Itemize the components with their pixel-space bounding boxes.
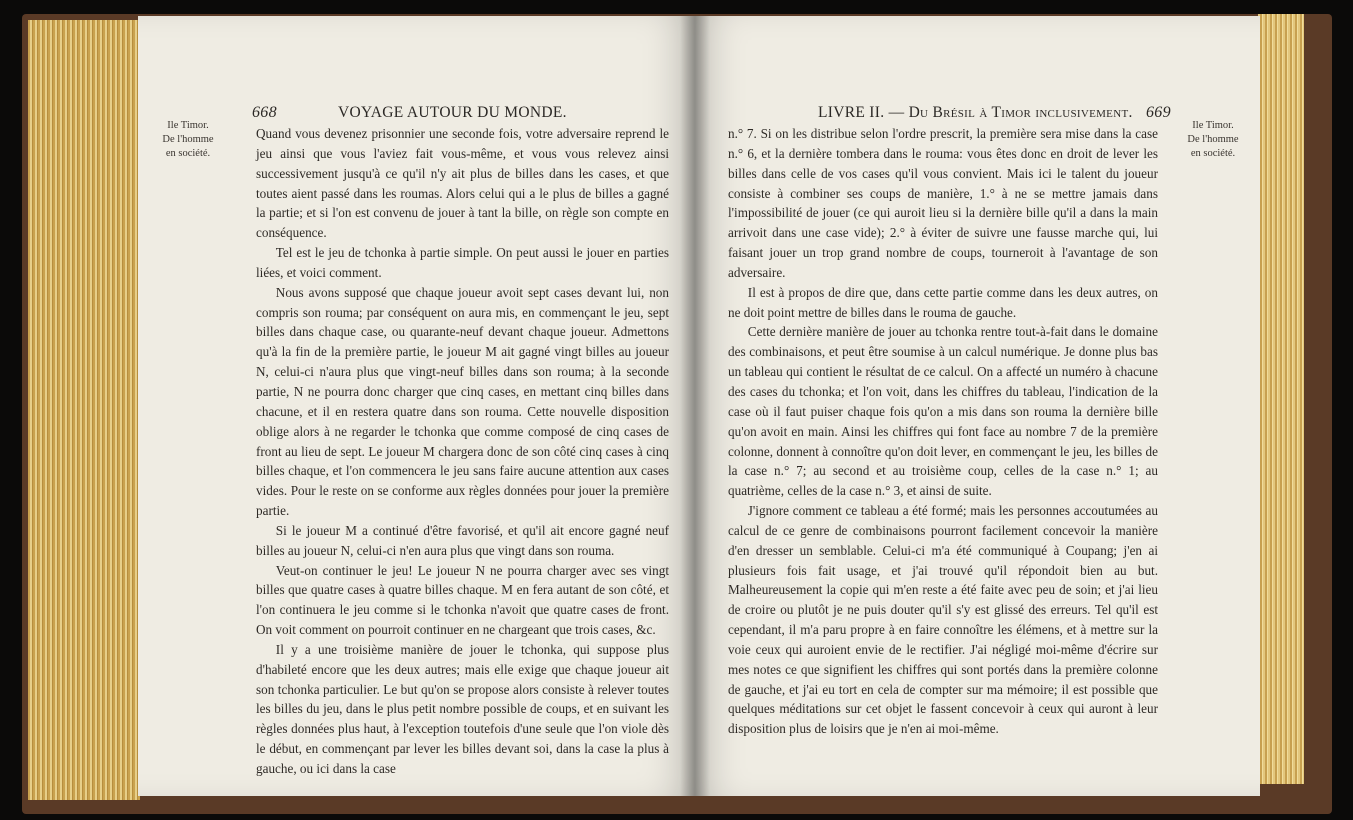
- page-number: 668: [252, 104, 277, 121]
- running-title-prefix: LIVRE II. —: [818, 104, 909, 121]
- right-page-edges: [1258, 14, 1304, 784]
- running-title: [818, 104, 1133, 122]
- margin-note: [1172, 120, 1254, 162]
- running-title-subtitle: Du Brésil à Timor inclusivement.: [908, 104, 1133, 121]
- left-page-body: [256, 124, 669, 779]
- margin-note-line: en société.: [165, 148, 211, 159]
- paragraph: Si le joueur M a continué d'être favorisé, et qu'il ait encore gagné neuf billes au joueur N, celui-ci n'en aura plus que vingt dans son rouma.: [256, 522, 669, 558]
- margin-note-line: Ile Timor.: [167, 120, 209, 131]
- left-page: [138, 16, 694, 796]
- paragraph: n.° 7. Si on les distribue selon l'ordre prescrit, la première sera mise dans la case n.° 6, et la dernière tombera dans le rouma: vous êtes donc en droit de lever les billes dans celle de vos cases qu'il vous convient. Mais ici le talent du joueur consiste à combiner ses coups de manière, 1.° à ne se mettre jamais dans l'impossibilité de jouer (ce qui auroit lieu si la dernière bille qu'il a dans la main arrivoit dans une case vide); 2.° à éviter de suivre une fausse marche qui, lui faisant jouer un trop grand nombre de coups, tourneroit à l'avantage de son adversaire.: [728, 126, 1158, 280]
- page-number: 669: [1146, 104, 1171, 121]
- paragraph: Nous avons supposé que chaque joueur avoit sept cases devant lui, non compris son rouma; par conséquent on aura mis, en commençant le jeu, sept billes dans chaque case, ou quarante-neuf devant chaque joueur. Admettons qu'à la fin de la première partie, le joueur M ait gagné vingt billes au joueur N, celui-ci n'aura plus que vingt-neuf billes dans son rouma; à la seconde partie, N ne pourra donc charger que cinq cases, en mettant cinq billes dans chacune, et il en restera quatre dans son rouma. Cette nouvelle disposition oblige alors à ne regarder le tchonka que comme composé de cinq cases de front au lieu de sept. Le joueur M chargera donc de son côté cinq cases à cinq billes chaque, et l'on commencera le jeu sans faire aucune attention aux cases vides. Pour le reste on se conforme aux règles données pour jouer la première partie.: [256, 284, 669, 519]
- margin-note-line: De l'homme: [162, 134, 214, 145]
- paragraph: Il y a une troisième manière de jouer le tchonka, qui suppose plus d'habileté encore que les deux autres; mais elle exige que chaque joueur ait son tchonka particulier. Le but qu'on se propose alors consiste à relever toutes les billes du jeu, dans le plus petit nombre possible de coups, et en suivant les règles données plus haut, à l'exception toutefois d'une seule que l'on viole dès le début, en commençant par lever les billes devant soi, dans la case la plus à gauche, ou ici dans la case: [256, 641, 669, 776]
- paragraph: Veut-on continuer le jeu! Le joueur N ne pourra charger avec ses vingt billes que quatre cases à quatre billes chaque. M en fera autant de son côté, et l'on continuera le jeu comme si le tchonka n'avoit que quatre cases de front. On voit comment on pourroit continuer en ne chargeant que trois cases, &c.: [256, 562, 669, 638]
- paragraph: Quand vous devenez prisonnier une seconde fois, votre adversaire reprend le jeu ainsi que vous l'aviez fait vous-même, et vous vous relevez ainsi successivement jusqu'à ce qu'il n'y ait plus de billes dans les cases, et que toutes aient passé dans les roumas. Alors celui qui a le plus de billes a gagné la partie; et si l'on est convenu de jouer à tant la bille, on règle son compte en conséquence.: [256, 126, 669, 241]
- margin-note: [138, 120, 238, 162]
- margin-note-line: en société.: [1190, 148, 1236, 159]
- paragraph: Cette dernière manière de jouer au tchonka rentre tout-à-fait dans le domaine des combinaisons, et peut être soumise à un calcul numérique. Je donne plus bas un tableau qui contient le résultat de ce calcul. On a affecté un numéro à chacune des cases du tchonka; et l'on voit, dans les chiffres du tableau, l'indication de la case où il faut puiser chaque fois qu'on a mis dans son rouma la dernière bille qu'on avoit en main. Ainsi les chiffres qui font face au nombre 7 de la première colonne, donnent à connoître qu'on doit lever, en commençant le jeu, les billes de la case n.° 7; au second et au troisième coup, celles de la case n.° 1; au quatrième, celles de la case n.° 3, et ainsi de suite.: [728, 324, 1158, 499]
- paragraph: Il est à propos de dire que, dans cette partie comme dans les deux autres, on ne doit point mettre de billes dans le rouma de gauche.: [728, 284, 1158, 320]
- running-title: VOYAGE AUTOUR DU MONDE.: [338, 104, 567, 121]
- book-gutter: [680, 16, 710, 796]
- paragraph: Tel est le jeu de tchonka à partie simple. On peut aussi le jouer en parties liées, et voici comment.: [256, 245, 669, 280]
- paragraph: J'ignore comment ce tableau a été formé; mais les personnes accoutumées au calcul de ce genre de combinaisons pourront facilement concevoir la manière d'en dresser un semblable. Celui-ci m'a été communiqué à Coupang; j'en ai plusieurs fois fait usage, et j'ai trouvé qu'il répondoit bien au but. Malheureusement la copie qui m'en reste a été faite avec peu de soin; et j'ai lieu de croire ou plutôt je ne puis douter qu'il s'y est glissé des erreurs. Tel qu'il est cependant, il m'a paru propre à en faire connoître les élémens, et à mettre sur la voie ceux qui auroient envie de le rectifier. J'ai négligé moi-même d'écrire sur mes notes ce que signifient les chiffres qui sont portés dans la première colonne de gauche, et j'ai eu tort en cela de compter sur ma mémoire; il est possible que quelques méditations sur cet objet le fassent concevoir à ceux qui auront à leur disposition plus de loisirs que je n'en ai moi-même.: [728, 503, 1158, 737]
- right-page: [694, 16, 1260, 796]
- left-page-edges: [28, 20, 140, 800]
- margin-note-line: De l'homme: [1187, 134, 1239, 145]
- margin-note-line: Ile Timor.: [1192, 120, 1234, 131]
- right-page-body: [728, 124, 1158, 739]
